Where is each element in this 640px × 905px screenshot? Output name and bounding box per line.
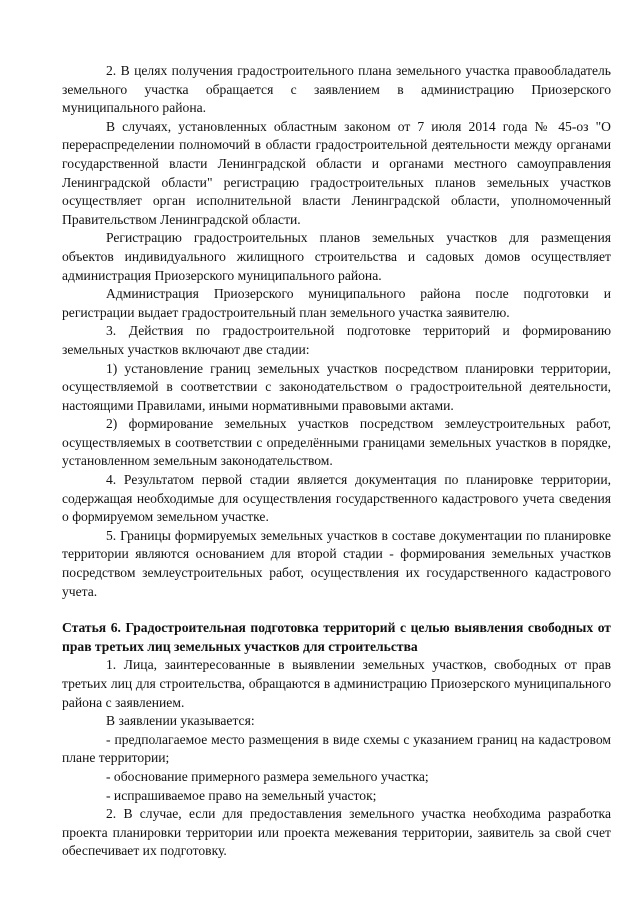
paragraph-article-item-2: 2. В случае, если для предоставления земельного участка необходима разработка проекта планировки территории или проекта межевания территории, заявитель за свой счет обеспечивает их подготовку. [62,806,611,859]
paragraph-stage-2: 2) формирование земельных участков посредством землеустроительных работ, осуществляемых в соответствии с определёнными границами земельных участков в порядке, установленном земельным законодательством. [62,416,611,469]
list-item-size: - обоснование примерного размера земельного участка; [106,768,429,784]
paragraph-item-2: 2. В целях получения градостроительного плана земельного участка правообладатель земельного участка обращается с заявлением в администрацию Приозерского муниципального района. [62,63,611,116]
paragraph-application-contents: В заявлении указывается: [106,713,255,729]
paragraph-registration: Регистрацию градостроительных планов земельных участков для размещения объектов индивидуального жилищного строительства и садовых домов осуществляет администрация Приозерского муниципального района. [62,230,611,283]
list-item-location: - предполагаемое место размещения в виде схемы с указанием границ на кадастровом плане территории; [62,731,611,766]
paragraph-item-4: 4. Результатом первой стадии является документация по планировке территории, содержащая необходимые для осуществления государственного кадастрового учета сведения о формируемом земельном участке. [62,472,611,525]
paragraph-stage-1: 1) установление границ земельных участков посредством планировки территории, осуществляемой в соответствии с законодательством о градостроительной деятельности, настоящими Правилами, иными нормативными правовыми актами. [62,360,611,413]
paragraph-article-item-1: 1. Лица, заинтересованные в выявлении земельных участков, свободных от прав третьих лиц для строительства, обращаются в администрацию Приозерского муниципального района с заявлением. [62,657,611,710]
section-spacer [62,601,611,619]
paragraph-law-reference: В случаях, установленных областным законом от 7 июля 2014 года № 45-оз "О перераспределении полномочий в области градостроительной деятельности между органами государственной власти Ленинградской области и органами местного самоуправления Ленинградской области" регистрацию градостроительных планов земельных участков осуществляет орган исполнительной власти Ленинградской области, уполномоченный Правительством Ленинградской области. [62,118,611,227]
article-heading: Статья 6. Градостроительная подготовка территорий с целью выявления свободных от прав третьих лиц земельных участков для строительства [62,620,611,654]
paragraph-item-5: 5. Границы формируемых земельных участков в составе документации по планировке территории являются основанием для второй стадии - формирования земельных участков посредством землеустроительных работ, осуществления их государственного кадастрового учета. [62,527,611,599]
list-item-right: - испрашиваемое право на земельный участок; [106,787,377,803]
paragraph-issuance: Администрация Приозерского муниципального района после подготовки и регистрации выдает градостроительный план земельного участка заявителю. [62,286,611,320]
paragraph-item-3: 3. Действия по градостроительной подготовке территорий и формированию земельных участков включают две стадии: [62,323,611,357]
document-page [62,62,611,861]
